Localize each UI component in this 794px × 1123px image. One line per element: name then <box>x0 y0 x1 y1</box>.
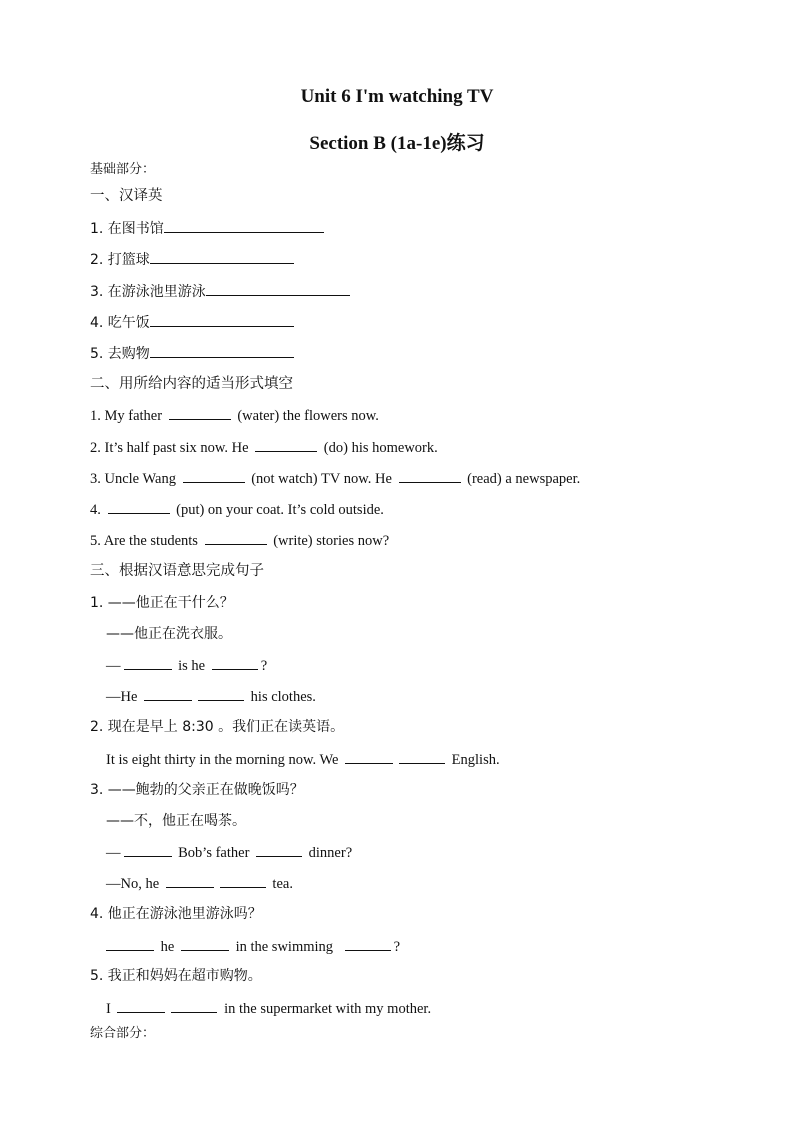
s2-question-5: 5. Are the students (write) stories now? <box>90 530 389 551</box>
s1-item-3: 3. 在游泳池里游泳 <box>90 281 350 302</box>
worksheet-subtitle: Section B (1a-1e)练习 <box>309 133 485 154</box>
s3-q2-english: It is eight thirty in the morning now. We English. <box>106 749 500 770</box>
answer-blank[interactable] <box>144 686 192 701</box>
s1-item-2: 2. 打篮球 <box>90 249 294 270</box>
s1-item-1: 1. 在图书馆 <box>90 218 324 239</box>
answer-blank[interactable] <box>198 686 244 701</box>
s3-q2-chinese: 2. 现在是早上 8:30 。我们正在读英语。 <box>90 719 345 735</box>
section1-heading: 一、汉译英 <box>90 188 163 204</box>
s2-question-1: 1. My father (water) the flowers now. <box>90 405 379 426</box>
s3-q4-english: he in the swimming ? <box>106 936 400 957</box>
s3-q1-chinese-1: 1. ——他正在干什么？ <box>90 595 234 611</box>
s3-q3-english-1: — Bob’s father dinner? <box>106 842 352 863</box>
answer-blank[interactable] <box>345 749 393 764</box>
basic-part-label: 基础部分： <box>90 162 156 177</box>
answer-blank[interactable] <box>150 249 294 264</box>
answer-blank[interactable] <box>171 998 217 1013</box>
s1-item-5: 5. 去购物 <box>90 343 294 364</box>
s2-question-2: 2. It’s half past six now. He (do) his homework. <box>90 437 438 458</box>
answer-blank[interactable] <box>255 437 317 452</box>
answer-blank[interactable] <box>124 655 172 670</box>
answer-blank[interactable] <box>150 343 294 358</box>
s1-item-4: 4. 吃午饭 <box>90 312 294 333</box>
answer-blank[interactable] <box>345 936 391 951</box>
s2-question-3: 3. Uncle Wang (not watch) TV now. He (read) a newspaper. <box>90 468 580 489</box>
s3-q3-chinese-1: 3. ——鲍勃的父亲正在做晚饭吗？ <box>90 782 304 798</box>
comprehensive-part-label: 综合部分： <box>90 1026 156 1041</box>
answer-blank[interactable] <box>106 936 154 951</box>
answer-blank[interactable] <box>220 873 266 888</box>
s3-q3-english-2: —No, he tea. <box>106 873 293 894</box>
s3-q1-english-1: — is he ? <box>106 655 267 676</box>
s3-q3-chinese-2: ——不，他正在喝茶。 <box>106 813 246 829</box>
answer-blank[interactable] <box>169 405 231 420</box>
section3-heading: 三、根据汉语意思完成句子 <box>90 563 264 579</box>
answer-blank[interactable] <box>206 281 350 296</box>
answer-blank[interactable] <box>150 312 294 327</box>
answer-blank[interactable] <box>205 530 267 545</box>
answer-blank[interactable] <box>256 842 302 857</box>
s3-q5-chinese: 5. 我正和妈妈在超市购物。 <box>90 968 262 984</box>
s3-q1-english-2: —He his clothes. <box>106 686 316 707</box>
answer-blank[interactable] <box>183 468 245 483</box>
s3-q1-chinese-2: ——他正在洗衣服。 <box>106 626 232 642</box>
answer-blank[interactable] <box>164 218 324 233</box>
worksheet-title: Unit 6 I'm watching TV <box>300 86 494 107</box>
answer-blank[interactable] <box>181 936 229 951</box>
answer-blank[interactable] <box>124 842 172 857</box>
section2-heading: 二、用所给内容的适当形式填空 <box>90 376 293 392</box>
answer-blank[interactable] <box>117 998 165 1013</box>
answer-blank[interactable] <box>166 873 214 888</box>
answer-blank[interactable] <box>399 468 461 483</box>
s3-q5-english: I in the supermarket with my mother. <box>106 998 431 1019</box>
s2-question-4: 4. (put) on your coat. It’s cold outside. <box>90 499 384 520</box>
answer-blank[interactable] <box>399 749 445 764</box>
answer-blank[interactable] <box>108 499 170 514</box>
answer-blank[interactable] <box>212 655 258 670</box>
s3-q4-chinese: 4. 他正在游泳池里游泳吗？ <box>90 906 262 922</box>
